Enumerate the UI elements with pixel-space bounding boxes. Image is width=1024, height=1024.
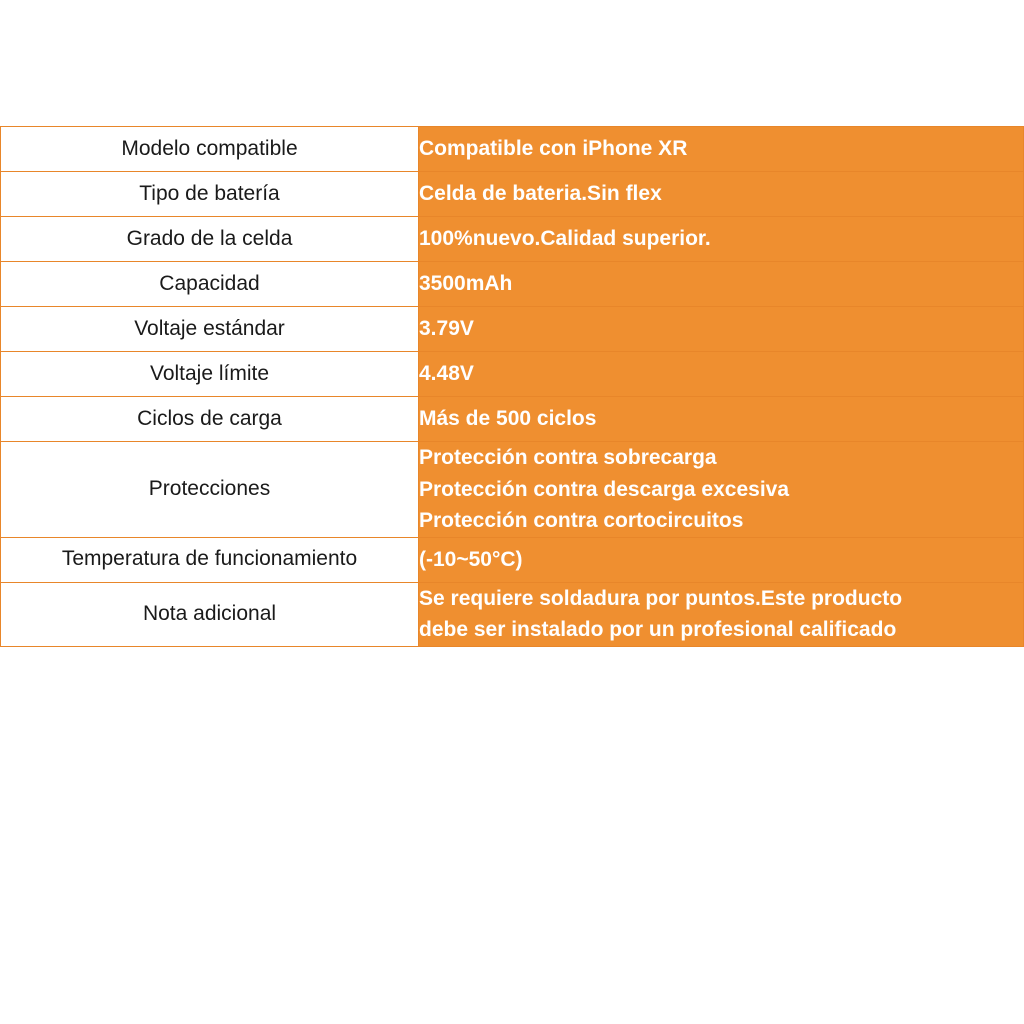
spec-value-cell <box>419 172 1024 217</box>
spec-label-cell: Ciclos de carga <box>1 397 419 442</box>
spec-label-cell: Capacidad <box>1 262 419 307</box>
spec-value-line: Protección contra descarga excesiva <box>419 477 790 501</box>
table-row <box>1 127 1024 172</box>
spec-value-line: Compatible con iPhone XR <box>419 137 688 161</box>
spec-value-line: Más de 500 ciclos <box>419 407 597 431</box>
spec-value-cell <box>419 442 1024 538</box>
spec-value-cell <box>419 217 1024 262</box>
table-row <box>1 442 1024 538</box>
spec-value-line: (-10~50°C) <box>419 547 523 571</box>
table-row <box>1 537 1024 582</box>
spec-value-line: Se requiere soldadura por puntos.Este producto <box>419 586 903 610</box>
spec-label-cell: Protecciones <box>1 442 419 538</box>
table-row <box>1 582 1024 646</box>
spec-value-line: Protección contra cortocircuitos <box>419 509 744 532</box>
spec-value-cell <box>419 397 1024 442</box>
specifications-table-body <box>1 127 1024 647</box>
spec-label-cell: Voltaje límite <box>1 352 419 397</box>
spec-value-cell <box>419 127 1024 172</box>
spec-label-cell: Grado de la celda <box>1 217 419 262</box>
spec-value-line: 4.48V <box>419 362 474 386</box>
spec-value-line: Protección contra sobrecarga <box>419 446 717 469</box>
specifications-table <box>0 126 1024 647</box>
table-row <box>1 262 1024 307</box>
spec-value-line: 3.79V <box>419 317 474 341</box>
spec-value-line: 100%nuevo.Calidad superior. <box>419 227 711 251</box>
spec-label-cell: Tipo de batería <box>1 172 419 217</box>
table-row <box>1 397 1024 442</box>
spec-value-line: 3500mAh <box>419 272 513 296</box>
spec-value-cell <box>419 307 1024 352</box>
table-row <box>1 307 1024 352</box>
spec-value-cell <box>419 262 1024 307</box>
table-row <box>1 217 1024 262</box>
spec-value-cell <box>419 352 1024 397</box>
spec-value-line: Celda de bateria.Sin flex <box>419 182 662 206</box>
table-row <box>1 352 1024 397</box>
spec-label-cell: Nota adicional <box>1 582 419 646</box>
spec-value-line: debe ser instalado por un profesional calificado <box>419 618 897 641</box>
spec-label-cell: Temperatura de funcionamiento <box>1 537 419 582</box>
spec-value-cell <box>419 582 1024 646</box>
spec-value-cell <box>419 537 1024 582</box>
spec-label-cell: Voltaje estándar <box>1 307 419 352</box>
spec-label-cell: Modelo compatible <box>1 127 419 172</box>
table-row <box>1 172 1024 217</box>
